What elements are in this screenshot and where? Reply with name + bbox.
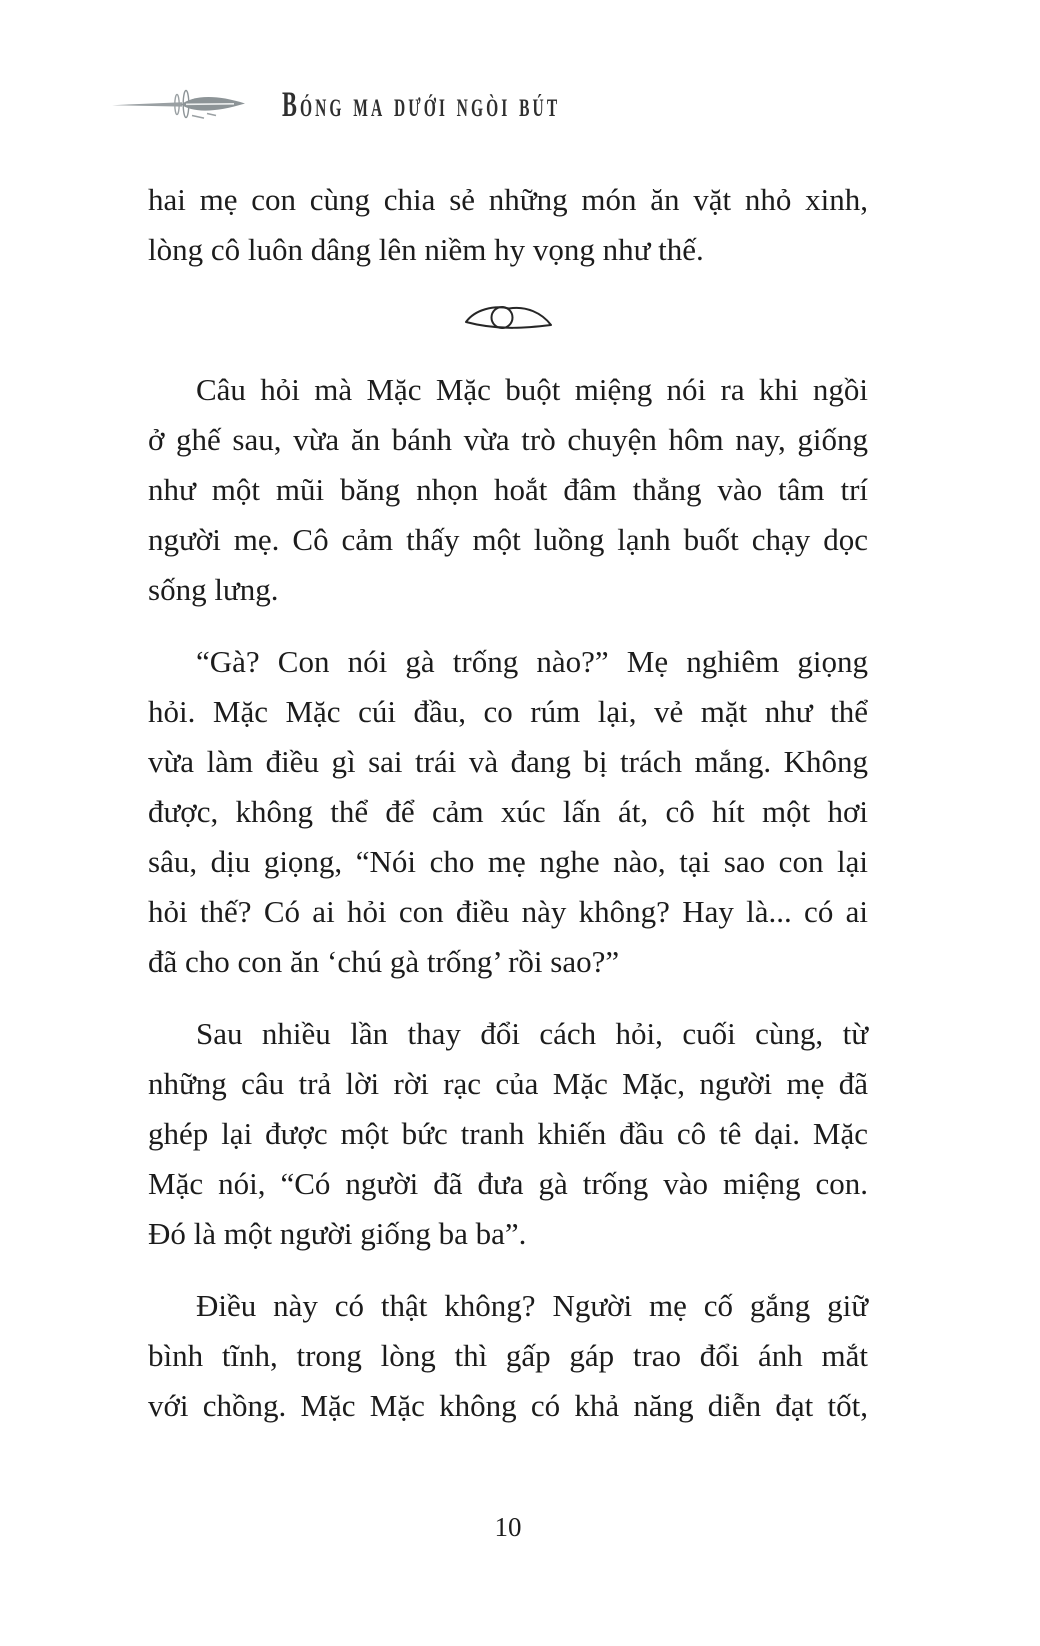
- text-line: người mẹ. Cô cảm thấy một luồng lạnh buốt chạy dọc: [148, 522, 868, 557]
- running-header: [112, 82, 731, 126]
- paragraph: [148, 1281, 868, 1431]
- text-line: “Gà? Con nói gà trống nào?” Mẹ nghiêm giọng: [196, 644, 868, 679]
- text-line: được, không thể để cảm xúc lấn át, cô hít một hơi: [148, 794, 868, 829]
- text-line: sâu, dịu giọng, “Nói cho mẹ nghe nào, tại sao con lại: [148, 844, 868, 879]
- text-line: ghép lại được một bức tranh khiến đầu cô tê dại. Mặc: [148, 1116, 868, 1151]
- paragraph: [148, 175, 868, 275]
- paragraph: [148, 365, 868, 615]
- text-line: sống lưng.: [148, 572, 279, 607]
- page-number: 10: [494, 1512, 522, 1542]
- chapter-title: Bóng ma dưới ngòi bút: [282, 84, 561, 124]
- pen-nib-icon: [112, 82, 252, 126]
- text-line: Đó là một người giống ba ba”.: [148, 1216, 527, 1251]
- text-line: vừa làm điều gì sai trái và đang bị trách mắng. Không: [148, 744, 868, 779]
- section-divider: [148, 297, 868, 337]
- text-line: hỏi. Mặc Mặc cúi đầu, co rúm lại, vẻ mặt như thể: [148, 694, 868, 729]
- text-line: Mặc nói, “Có người đã đưa gà trống vào miệng con.: [148, 1166, 868, 1201]
- text-line: những câu trả lời rời rạc của Mặc Mặc, người mẹ đã: [148, 1066, 868, 1101]
- text-line: Điều này có thật không? Người mẹ cố gắng giữ: [196, 1288, 868, 1323]
- text-line: Sau nhiều lần thay đổi cách hỏi, cuối cùng, từ: [196, 1016, 868, 1051]
- text-line: ở ghế sau, vừa ăn bánh vừa trò chuyện hôm nay, giống: [148, 422, 868, 457]
- text-line: hai mẹ con cùng chia sẻ những món ăn vặt nhỏ xinh,: [148, 182, 868, 217]
- text-line: lòng cô luôn dâng lên niềm hy vọng như thế.: [148, 232, 704, 267]
- eye-icon: [462, 300, 554, 334]
- paragraph: [148, 1009, 868, 1259]
- body-text: [148, 175, 868, 1453]
- paragraph: [148, 637, 868, 987]
- text-line: Câu hỏi mà Mặc Mặc buột miệng nói ra khi ngồi: [196, 372, 868, 407]
- text-line: với chồng. Mặc Mặc không có khả năng diễn đạt tốt,: [148, 1388, 868, 1423]
- text-line: đã cho con ăn ‘chú gà trống’ rồi sao?”: [148, 944, 620, 979]
- text-line: hỏi thế? Có ai hỏi con điều này không? Hay là... có ai: [148, 894, 868, 929]
- text-line: bình tĩnh, trong lòng thì gấp gáp trao đổi ánh mắt: [148, 1338, 868, 1373]
- text-line: như một mũi băng nhọn hoắt đâm thẳng vào tâm trí: [148, 472, 868, 507]
